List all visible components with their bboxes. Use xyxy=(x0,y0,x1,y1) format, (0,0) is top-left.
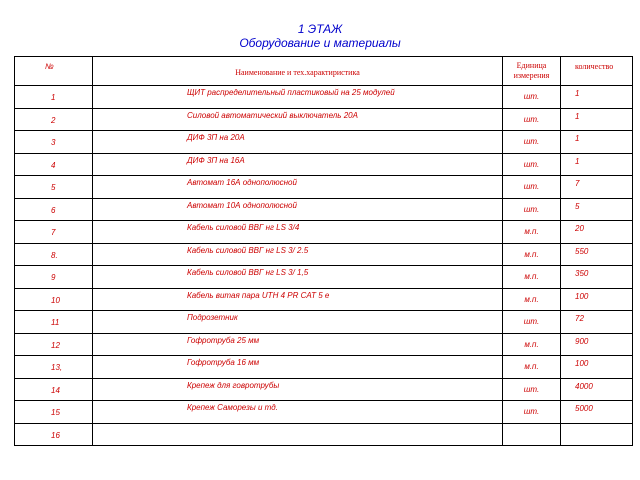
row-qty: 4000 xyxy=(575,381,593,391)
row-name: Автомат 16А однополюсной xyxy=(187,178,297,187)
row-num-cell xyxy=(15,153,93,176)
row-unit-cell xyxy=(503,288,561,311)
row-unit-cell xyxy=(503,86,561,109)
row-qty-cell xyxy=(561,423,633,446)
row-qty-cell xyxy=(561,356,633,379)
row-num: 12 xyxy=(51,340,60,350)
row-unit: шт. xyxy=(523,92,540,101)
row-num-cell xyxy=(15,378,93,401)
row-unit: шт. xyxy=(523,182,540,191)
row-unit: шт. xyxy=(523,204,540,214)
row-num-cell xyxy=(15,243,93,266)
table-row xyxy=(15,108,633,131)
row-unit-cell xyxy=(503,221,561,244)
row-unit-cell xyxy=(503,108,561,131)
row-name: Крепеж для говротрубы xyxy=(187,380,280,390)
row-name-cell xyxy=(93,333,503,356)
row-qty-cell xyxy=(561,288,633,311)
header-unit: Единица измерения xyxy=(513,61,550,80)
equipment-table xyxy=(14,56,633,446)
header-name-cell xyxy=(93,57,503,86)
row-num: 10 xyxy=(51,295,60,305)
row-name-cell xyxy=(93,153,503,176)
row-unit-cell xyxy=(503,401,561,424)
row-num-cell xyxy=(15,311,93,334)
row-unit-cell xyxy=(503,198,561,221)
table-row xyxy=(15,356,633,379)
row-unit-cell xyxy=(503,131,561,154)
row-name: Кабель силовой ВВГ нг LS 3/ 1,5 xyxy=(187,268,309,277)
row-num: 8. xyxy=(51,250,58,260)
table-row xyxy=(15,176,633,199)
row-num: 9 xyxy=(51,273,56,282)
row-num: 13, xyxy=(51,363,63,372)
row-qty: 1 xyxy=(575,111,580,121)
row-name-cell xyxy=(93,378,503,401)
row-qty-cell xyxy=(561,333,633,356)
row-num: 16 xyxy=(51,430,60,440)
row-num: 5 xyxy=(51,183,56,192)
row-unit: шт. xyxy=(523,159,540,169)
table-row xyxy=(15,401,633,424)
row-qty: 1 xyxy=(575,89,580,98)
row-unit-cell xyxy=(503,176,561,199)
row-num: 7 xyxy=(51,228,56,237)
row-qty-cell xyxy=(561,198,633,221)
table-row xyxy=(15,131,633,154)
row-name-cell xyxy=(93,243,503,266)
row-qty-cell xyxy=(561,131,633,154)
row-num-cell xyxy=(15,423,93,446)
row-name: Подрозетник xyxy=(187,313,238,322)
row-qty: 5000 xyxy=(575,404,593,413)
header-qty-cell xyxy=(561,57,633,86)
row-unit: шт. xyxy=(523,137,540,146)
row-qty-cell xyxy=(561,153,633,176)
row-name: Гофротруба 25 мм xyxy=(187,335,260,345)
table-row xyxy=(15,378,633,401)
row-qty: 100 xyxy=(575,359,589,368)
row-qty-cell xyxy=(561,401,633,424)
table-row xyxy=(15,221,633,244)
row-name: Силовой автоматический выключатель 20А xyxy=(187,110,358,120)
row-unit xyxy=(503,424,560,430)
row-unit: м.п. xyxy=(524,249,539,259)
row-name: ДИФ 3П на 20А xyxy=(187,133,245,142)
row-num: 6 xyxy=(51,205,56,215)
page-title: 1 ЭТАЖ xyxy=(297,22,343,36)
table-row xyxy=(15,198,633,221)
row-name-cell xyxy=(93,221,503,244)
header-num: № xyxy=(45,62,54,71)
row-unit-cell xyxy=(503,153,561,176)
row-unit-cell xyxy=(503,423,561,446)
row-unit: м.п. xyxy=(524,294,539,304)
table-row xyxy=(15,333,633,356)
header-name: Наименование и тех.характиристика xyxy=(235,68,360,77)
row-name: Гофротруба 16 мм xyxy=(187,358,260,367)
row-unit: м.п. xyxy=(524,272,539,281)
row-qty xyxy=(561,424,632,427)
row-name: ЩИТ распределительный пластиковый на 25 модулей xyxy=(187,88,395,97)
table-header xyxy=(15,57,633,86)
row-name: Кабель силовой ВВГ нг LS 3/ 2.5 xyxy=(187,245,309,255)
row-qty: 1 xyxy=(575,134,580,143)
row-num-cell xyxy=(15,86,93,109)
row-name-cell xyxy=(93,311,503,334)
table-row xyxy=(15,311,633,334)
row-qty: 20 xyxy=(575,224,584,233)
row-qty-cell xyxy=(561,378,633,401)
row-num-cell xyxy=(15,131,93,154)
row-name xyxy=(93,424,502,426)
row-unit-cell xyxy=(503,266,561,289)
row-name-cell xyxy=(93,131,503,154)
row-num-cell xyxy=(15,176,93,199)
row-name-cell xyxy=(93,356,503,379)
row-name-cell xyxy=(93,266,503,289)
table-row xyxy=(15,288,633,311)
header-num-cell xyxy=(15,57,93,86)
row-name-cell xyxy=(93,198,503,221)
table-row xyxy=(15,243,633,266)
table-row xyxy=(15,266,633,289)
row-unit: м.п. xyxy=(524,339,539,349)
row-name-cell xyxy=(93,86,503,109)
row-unit-cell xyxy=(503,243,561,266)
row-num-cell xyxy=(15,198,93,221)
row-num-cell xyxy=(15,108,93,131)
row-num-cell xyxy=(15,401,93,424)
table-body xyxy=(15,86,633,446)
row-unit: шт. xyxy=(523,114,540,124)
row-name: Кабель витая пара UTH 4 PR CAT 5 е xyxy=(187,290,330,300)
header-qty: количество xyxy=(575,62,614,71)
row-unit-cell xyxy=(503,356,561,379)
row-qty-cell xyxy=(561,108,633,131)
row-num: 15 xyxy=(51,408,60,417)
row-unit: шт. xyxy=(523,384,540,394)
row-num-cell xyxy=(15,288,93,311)
row-num: 11 xyxy=(51,318,60,327)
row-name-cell xyxy=(93,108,503,131)
row-num-cell xyxy=(15,266,93,289)
row-name-cell xyxy=(93,176,503,199)
row-num: 14 xyxy=(51,385,60,395)
row-num: 4 xyxy=(51,160,56,170)
row-unit: м.п. xyxy=(524,227,539,236)
row-qty: 5 xyxy=(575,201,580,211)
row-num-cell xyxy=(15,333,93,356)
row-num-cell xyxy=(15,356,93,379)
row-qty-cell xyxy=(561,221,633,244)
row-qty: 100 xyxy=(575,291,589,301)
row-qty: 72 xyxy=(575,314,584,323)
row-qty-cell xyxy=(561,266,633,289)
row-qty-cell xyxy=(561,176,633,199)
row-qty: 350 xyxy=(575,269,589,278)
table-row xyxy=(15,423,633,446)
row-unit-cell xyxy=(503,333,561,356)
row-qty: 1 xyxy=(575,156,580,166)
row-unit-cell xyxy=(503,378,561,401)
table-row xyxy=(15,153,633,176)
table-row xyxy=(15,86,633,109)
page-subtitle: Оборудование и материалы xyxy=(239,36,401,50)
row-unit-cell xyxy=(503,311,561,334)
row-name: Кабель силовой ВВГ нг LS 3/4 xyxy=(187,223,300,232)
row-num: 1 xyxy=(51,93,56,102)
row-qty: 7 xyxy=(575,179,580,188)
row-qty: 900 xyxy=(575,336,589,346)
row-num-cell xyxy=(15,221,93,244)
row-unit: шт. xyxy=(523,317,540,326)
header-unit-cell xyxy=(503,57,561,86)
row-name-cell xyxy=(93,401,503,424)
row-qty-cell xyxy=(561,311,633,334)
row-num: 3 xyxy=(51,138,56,147)
row-name: Автомат 10А однополюсной xyxy=(187,200,297,210)
row-unit: м.п. xyxy=(524,362,539,371)
row-qty-cell xyxy=(561,86,633,109)
row-unit: шт. xyxy=(523,407,540,416)
row-qty: 550 xyxy=(575,246,589,256)
row-name-cell xyxy=(93,423,503,446)
row-name: Крепеж Саморезы и тд. xyxy=(187,403,278,412)
row-qty-cell xyxy=(561,243,633,266)
row-num: 2 xyxy=(51,115,56,125)
row-name-cell xyxy=(93,288,503,311)
row-name: ДИФ 3П на 16А xyxy=(187,155,245,165)
